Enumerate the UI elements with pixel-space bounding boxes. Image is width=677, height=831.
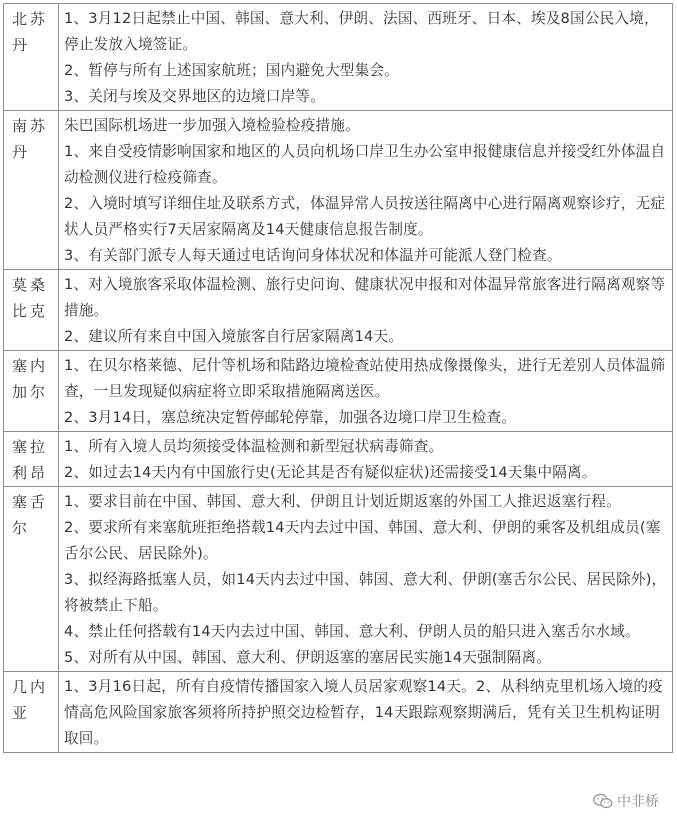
country-name: 塞拉利昂 bbox=[12, 438, 49, 482]
measures-cell bbox=[59, 672, 673, 753]
measure-paragraph: 1、3月16日起，所有自疫情传播国家入境人员居家观察14天。2、从科纳克里机场入境的疫情高危风险国家旅客须将所持护照交边检暂存，14天跟踪观察期满后，凭有关卫生机构证明取回。 bbox=[64, 678, 663, 747]
country-cell bbox=[4, 672, 59, 753]
country-cell bbox=[4, 432, 59, 487]
country-cell bbox=[4, 4, 59, 111]
measures-table-body bbox=[4, 4, 673, 753]
measures-table bbox=[3, 3, 673, 753]
measures-cell bbox=[59, 4, 673, 111]
measures-cell bbox=[59, 432, 673, 487]
measure-paragraph: 2、3月14日，塞总统决定暂停邮轮停靠，加强各边境口岸卫生检查。 bbox=[64, 409, 517, 426]
country-name: 北苏丹 bbox=[12, 10, 49, 54]
country-cell bbox=[4, 111, 59, 270]
country-name: 南苏丹 bbox=[12, 117, 49, 161]
measure-paragraph: 3、关闭与埃及交界地区的边境口岸等。 bbox=[64, 88, 325, 105]
country-name: 塞舌尔 bbox=[12, 493, 49, 537]
measure-paragraph: 2、要求所有来塞航班拒绝搭载14天内去过中国、韩国、意大利、伊朗的乘客及机组成员(塞舌尔公民、居民除外)。 bbox=[64, 519, 661, 562]
measure-paragraph: 1、在贝尔格莱德、尼什等机场和陆路边境检查站使用热成像摄像头，进行无差别人员体温筛查，一旦发现疑似病症将立即采取措施隔离送医。 bbox=[64, 357, 666, 400]
table-row bbox=[4, 487, 673, 672]
table-row bbox=[4, 4, 673, 111]
country-cell bbox=[4, 487, 59, 672]
measure-paragraph: 3、拟经海路抵塞人员，如14天内去过中国、韩国、意大利、伊朗(塞舌尔公民、居民除外)，将被禁止下船。 bbox=[64, 571, 667, 614]
measure-paragraph: 1、3月12日起禁止中国、韩国、意大利、伊朗、法国、西班牙、日本、埃及8国公民入境，停止发放入境签证。 bbox=[64, 10, 659, 53]
country-name: 几内亚 bbox=[12, 678, 49, 722]
measure-paragraph: 3、有关部门派专人每天通过电话询问身体状况和体温并可能派人登门检查。 bbox=[64, 247, 562, 264]
country-name: 塞内加尔 bbox=[12, 357, 49, 401]
measures-cell bbox=[59, 111, 673, 270]
measure-paragraph: 朱巴国际机场进一步加强入境检验检疫措施。 bbox=[64, 117, 360, 134]
table-row bbox=[4, 432, 673, 487]
measure-paragraph: 1、来自受疫情影响国家和地区的人员向机场口岸卫生办公室申报健康信息并接受红外体温自动检测仪进行检疫筛查。 bbox=[64, 143, 666, 186]
table-row bbox=[4, 270, 673, 351]
country-cell bbox=[4, 351, 59, 432]
measure-paragraph: 1、所有入境人员均须接受体温检测和新型冠状病毒筛查。 bbox=[64, 438, 444, 455]
country-name: 莫桑比克 bbox=[12, 276, 49, 320]
source-watermark bbox=[593, 791, 659, 811]
measure-paragraph: 1、对入境旅客采取体温检测、旅行史问询、健康状况申报和对体温异常旅客进行隔离观察等措施。 bbox=[64, 276, 666, 319]
measure-paragraph: 2、入境时填写详细住址及联系方式，体温异常人员按送往隔离中心进行隔离观察诊疗，无症状人员严格实行7天居家隔离及14天健康信息报告制度。 bbox=[64, 195, 666, 238]
measures-cell bbox=[59, 351, 673, 432]
watermark-text: 中非桥 bbox=[617, 794, 659, 810]
country-cell bbox=[4, 270, 59, 351]
measure-paragraph: 5、对所有从中国、韩国、意大利、伊朗返塞的塞居民实施14天强制隔离。 bbox=[64, 649, 552, 666]
measure-paragraph: 4、禁止任何搭载有14天内去过中国、韩国、意大利、伊朗人员的船只进入塞舌尔水域。 bbox=[64, 623, 640, 640]
table-row bbox=[4, 111, 673, 270]
measure-paragraph: 2、如过去14天内有中国旅行史(无论其是否有疑似症状)还需接受14天集中隔离。 bbox=[64, 464, 597, 481]
table-row bbox=[4, 351, 673, 432]
table-row bbox=[4, 672, 673, 753]
measures-cell bbox=[59, 270, 673, 351]
measure-paragraph: 1、要求目前在中国、韩国、意大利、伊朗且计划近期返塞的外国工人推迟返塞行程。 bbox=[64, 493, 621, 510]
measure-paragraph: 2、建议所有来自中国入境旅客自行居家隔离14天。 bbox=[64, 328, 404, 345]
measure-paragraph: 2、暂停与所有上述国家航班；国内避免大型集会。 bbox=[64, 62, 399, 79]
measures-cell bbox=[59, 487, 673, 672]
wechat-icon bbox=[593, 793, 613, 810]
